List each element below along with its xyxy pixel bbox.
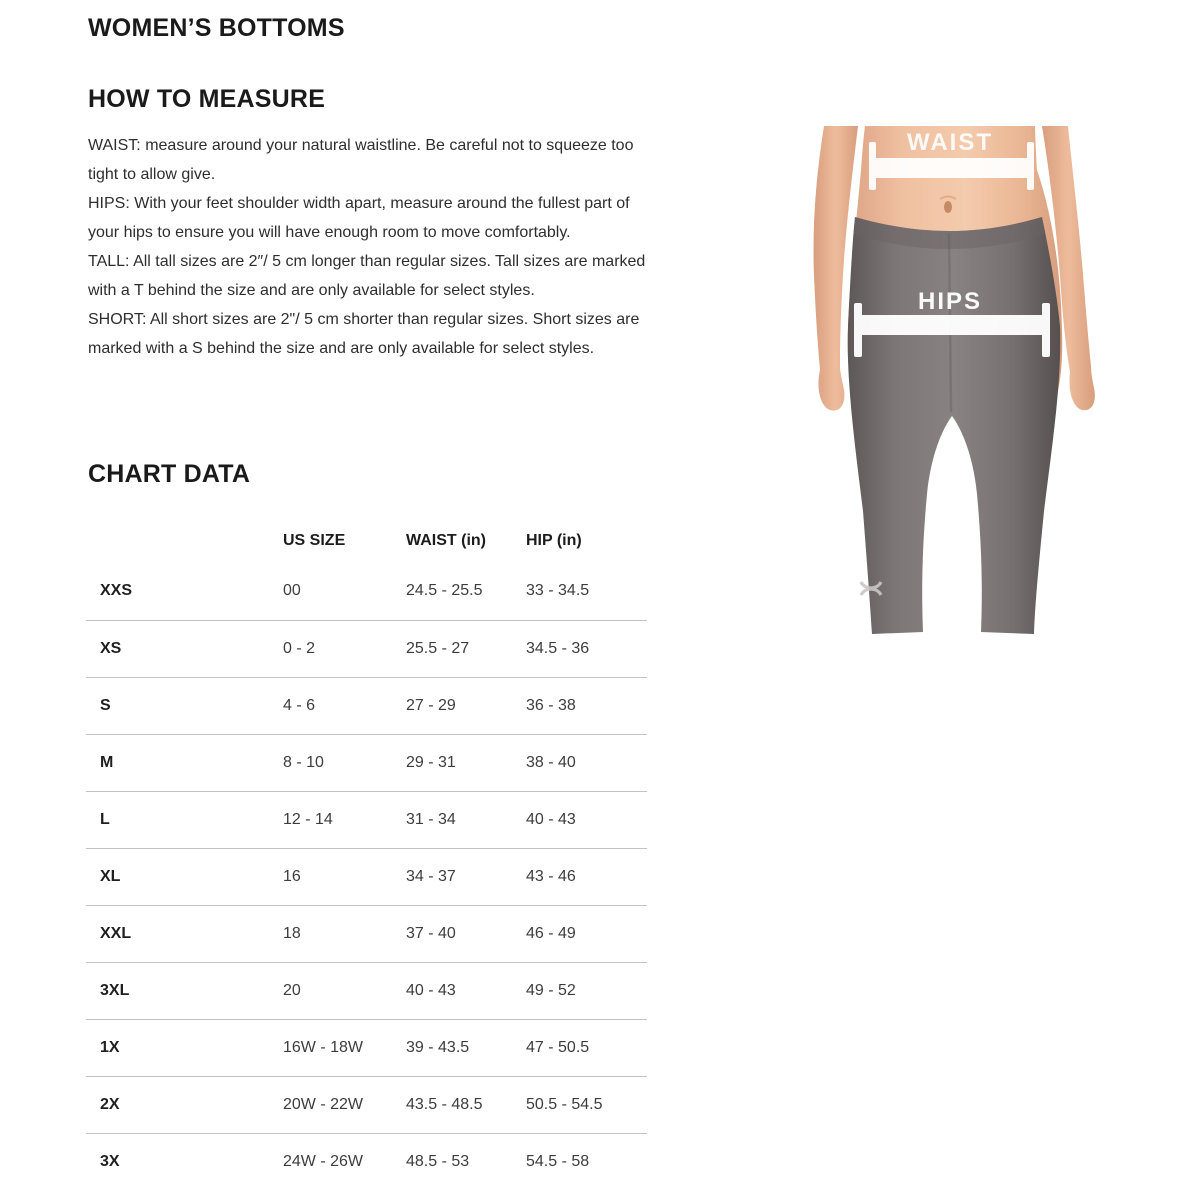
page-title: WOMEN’S BOTTOMS bbox=[88, 14, 345, 42]
value-cell: 36 - 38 bbox=[526, 696, 576, 714]
size-cell: XXS bbox=[100, 582, 133, 600]
size-cell: 3XL bbox=[100, 981, 130, 999]
size-cell: 3X bbox=[100, 1152, 120, 1170]
chart-data-heading: CHART DATA bbox=[88, 460, 251, 488]
table-row bbox=[86, 848, 647, 905]
figure-leggings bbox=[848, 217, 1061, 634]
value-cell: 29 - 31 bbox=[406, 753, 456, 771]
size-cell: L bbox=[100, 810, 110, 828]
value-cell: 48.5 - 53 bbox=[406, 1152, 470, 1170]
value-cell: 20 bbox=[283, 981, 301, 999]
table-row bbox=[86, 1019, 647, 1076]
column-header: WAIST (in) bbox=[406, 532, 486, 549]
size-cell: XXL bbox=[100, 924, 132, 942]
size-cell: XS bbox=[100, 639, 122, 657]
value-cell: 38 - 40 bbox=[526, 753, 576, 771]
measure-line: SHORT: All short sizes are 2"/ 5 cm shorter than regular sizes. Short sizes are marked with a S behind the size and are only available for select styles. bbox=[88, 311, 640, 357]
value-cell: 18 bbox=[283, 924, 301, 942]
value-cell: 40 - 43 bbox=[406, 981, 456, 999]
value-cell: 0 - 2 bbox=[283, 639, 316, 657]
value-cell: 34.5 - 36 bbox=[526, 639, 590, 657]
value-cell: 46 - 49 bbox=[526, 924, 576, 942]
measure-line: HIPS: With your feet shoulder width apart, measure around the fullest part of your hips to ensure you will have enough room to move comfortably. bbox=[88, 195, 630, 241]
value-cell: 00 bbox=[283, 582, 301, 600]
measure-line: TALL: All tall sizes are 2″/ 5 cm longer than regular sizes. Tall sizes are marked with a T behind the size and are only available for select styles. bbox=[88, 253, 646, 299]
value-cell: 47 - 50.5 bbox=[526, 1038, 590, 1056]
size-cell: M bbox=[100, 753, 114, 771]
measure-line: WAIST: measure around your natural waistline. Be careful not to squeeze too tight to allow give. bbox=[88, 137, 634, 183]
size-cell: 2X bbox=[100, 1095, 120, 1113]
value-cell: 50.5 - 54.5 bbox=[526, 1095, 603, 1113]
column-header: US SIZE bbox=[283, 532, 346, 549]
value-cell: 27 - 29 bbox=[406, 696, 456, 714]
value-cell: 8 - 10 bbox=[283, 753, 324, 771]
value-cell: 25.5 - 27 bbox=[406, 639, 470, 657]
size-guide-figure bbox=[780, 126, 1140, 642]
value-cell: 12 - 14 bbox=[283, 810, 333, 828]
table-row bbox=[86, 962, 647, 1019]
value-cell: 37 - 40 bbox=[406, 924, 456, 942]
table-row bbox=[86, 1076, 647, 1133]
value-cell: 43 - 46 bbox=[526, 867, 576, 885]
table-row bbox=[86, 1133, 647, 1190]
size-chart-header-row bbox=[86, 519, 647, 563]
value-cell: 20W - 22W bbox=[283, 1095, 364, 1113]
value-cell: 54.5 - 58 bbox=[526, 1152, 590, 1170]
value-cell: 24.5 - 25.5 bbox=[406, 582, 483, 600]
size-chart-body bbox=[86, 563, 647, 1190]
table-row bbox=[86, 734, 647, 791]
figure-navel bbox=[944, 201, 952, 213]
size-cell: S bbox=[100, 696, 111, 714]
table-row bbox=[86, 677, 647, 734]
size-cell: 1X bbox=[100, 1038, 120, 1056]
value-cell: 40 - 43 bbox=[526, 810, 576, 828]
measurement-figure-illustration bbox=[780, 126, 1140, 642]
column-header: HIP (in) bbox=[526, 532, 582, 549]
value-cell: 4 - 6 bbox=[283, 696, 316, 714]
value-cell: 33 - 34.5 bbox=[526, 582, 590, 600]
value-cell: 49 - 52 bbox=[526, 981, 576, 999]
table-row bbox=[86, 563, 647, 620]
waist-label: WAIST bbox=[907, 129, 993, 156]
value-cell: 16 bbox=[283, 867, 301, 885]
value-cell: 31 - 34 bbox=[406, 810, 456, 828]
table-row bbox=[86, 791, 647, 848]
size-cell: XL bbox=[100, 867, 121, 885]
value-cell: 16W - 18W bbox=[283, 1038, 364, 1056]
value-cell: 24W - 26W bbox=[283, 1152, 364, 1170]
table-row bbox=[86, 620, 647, 677]
size-chart-table bbox=[86, 519, 647, 1190]
value-cell: 34 - 37 bbox=[406, 867, 456, 885]
value-cell: 39 - 43.5 bbox=[406, 1038, 470, 1056]
hips-label: HIPS bbox=[917, 288, 983, 315]
measure-instructions bbox=[88, 131, 650, 363]
value-cell: 43.5 - 48.5 bbox=[406, 1095, 483, 1113]
column-header bbox=[86, 519, 283, 563]
how-to-measure-heading: HOW TO MEASURE bbox=[88, 85, 326, 113]
table-row bbox=[86, 905, 647, 962]
